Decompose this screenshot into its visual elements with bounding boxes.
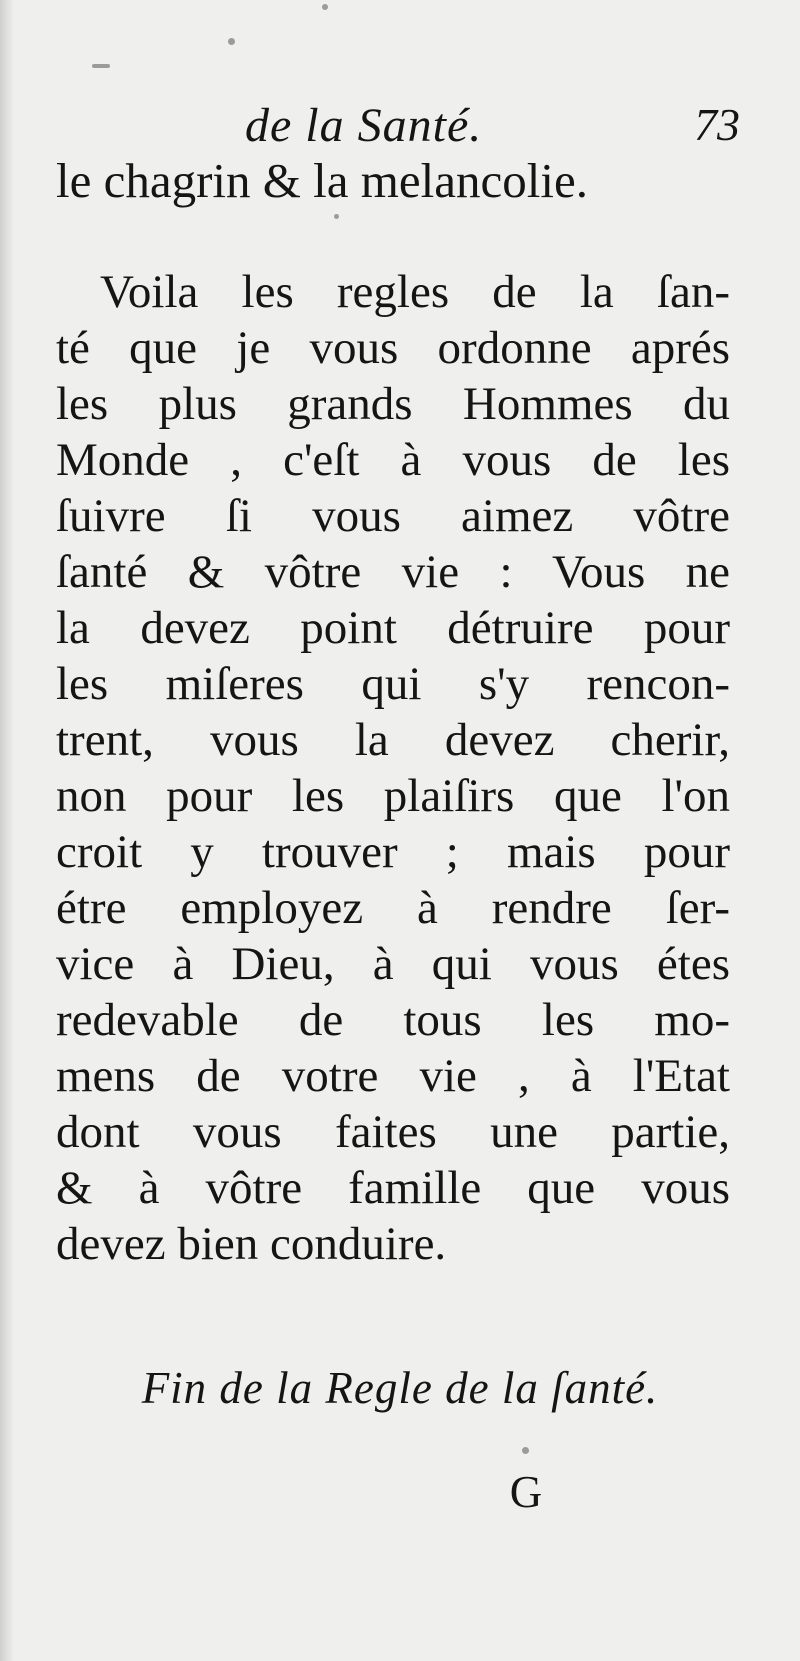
text-line: té que je vous ordonne aprés bbox=[56, 322, 730, 374]
main-paragraph bbox=[56, 264, 730, 1272]
ink-speck bbox=[228, 38, 235, 45]
text-line: la devez point détruire pour bbox=[56, 602, 730, 654]
end-title: Fin de la Regle de la ſanté. bbox=[141, 1363, 659, 1413]
text-line: non pour les plaiſirs que l'on bbox=[56, 770, 730, 822]
continuation-line bbox=[56, 152, 730, 210]
text-line: ſanté & vôtre vie : Vous ne bbox=[56, 546, 730, 598]
text-line: les miſeres qui s'y rencon- bbox=[56, 658, 730, 710]
text-line: trent, vous la devez cherir, bbox=[56, 714, 730, 766]
ink-speck bbox=[92, 64, 110, 68]
ink-speck bbox=[334, 214, 339, 219]
running-head bbox=[60, 98, 740, 158]
text-line: devez bien conduire. bbox=[56, 1218, 447, 1270]
text-line: le chagrin & la melancolie. bbox=[56, 153, 588, 208]
text-line: étre employez à rendre ſer- bbox=[56, 882, 730, 934]
running-title: de la Santé. bbox=[245, 99, 483, 152]
text-line: ſuivre ſi vous aimez vôtre bbox=[56, 490, 730, 542]
ink-speck bbox=[522, 1447, 529, 1454]
page-number: 73 bbox=[694, 99, 740, 150]
text-line: les plus grands Hommes du bbox=[56, 378, 730, 430]
text-line: vice à Dieu, à qui vous étes bbox=[56, 938, 730, 990]
text-line: Voila les regles de la ſan- bbox=[100, 266, 730, 318]
text-line: dont vous faites une partie, bbox=[56, 1106, 730, 1158]
text-line: mens de votre vie , à l'Etat bbox=[56, 1050, 730, 1102]
ink-speck bbox=[322, 4, 328, 10]
text-line: Monde , c'eſt à vous de les bbox=[56, 434, 730, 486]
text-line: redevable de tous les mo- bbox=[56, 994, 730, 1046]
signature-mark: G bbox=[509, 1467, 543, 1517]
text-line: & à vôtre famille que vous bbox=[56, 1162, 730, 1214]
text-line: croit y trouver ; mais pour bbox=[56, 826, 730, 878]
